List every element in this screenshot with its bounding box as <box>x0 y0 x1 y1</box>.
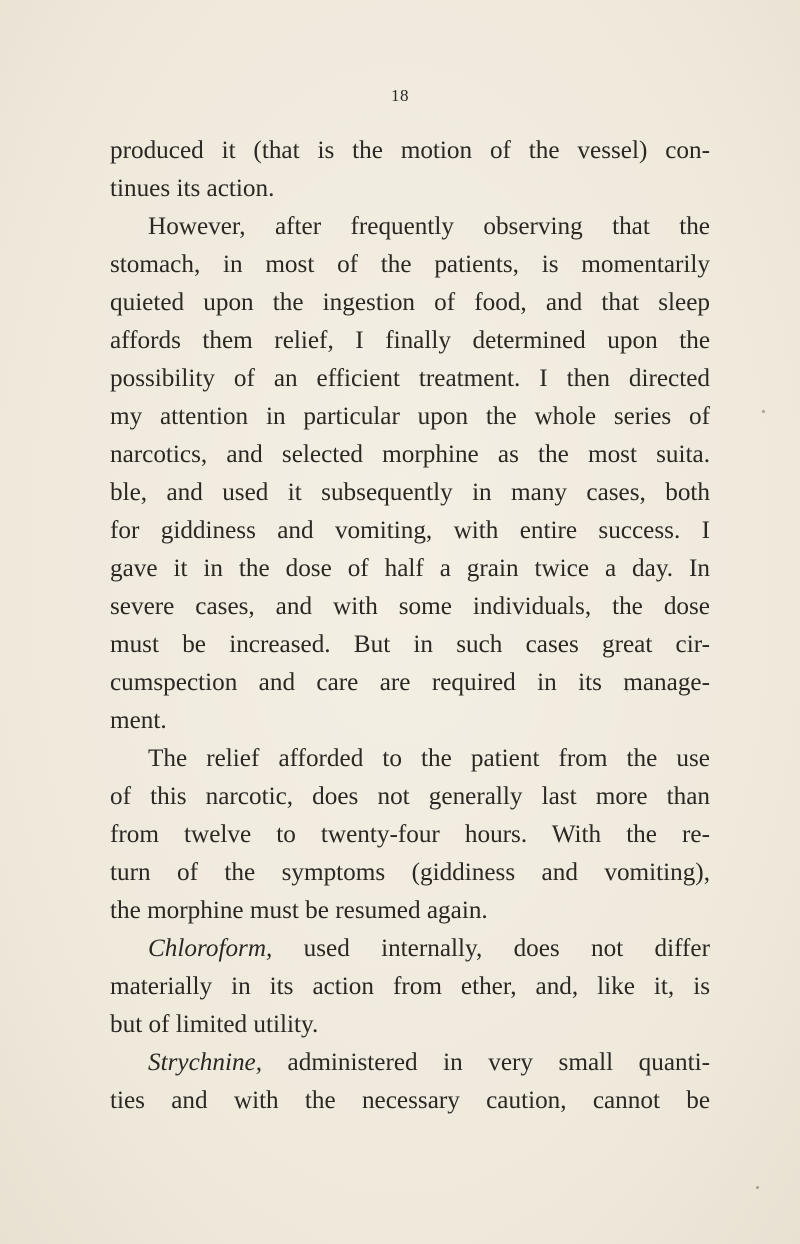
paper-speck <box>762 410 765 413</box>
text-line <box>110 1044 710 1082</box>
text-line: gave it in the dose of half a grain twice a day. In <box>110 555 710 582</box>
text-line: ble, and used it subsequently in many cases, both <box>110 479 710 506</box>
text-line: my attention in particular upon the whole series of <box>110 403 710 430</box>
text-line <box>110 930 710 968</box>
text-line: affords them relief, I finally determined upon the <box>110 327 710 354</box>
text-line: the morphine must be resumed again. <box>110 897 488 924</box>
text-line: stomach, in most of the patients, is momentarily <box>110 251 710 278</box>
text-line: tinues its action. <box>110 175 275 202</box>
italic-term: Chloroform, <box>148 935 273 962</box>
text-line: ment. <box>110 707 167 734</box>
text-line: possibility of an efficient treatment. I then directed <box>110 365 710 392</box>
text-line: turn of the symptoms (giddiness and vomiting), <box>110 859 710 886</box>
text-line: The relief afforded to the patient from the use <box>148 745 710 772</box>
text-line: must be increased. But in such cases great cir- <box>110 631 710 658</box>
paper-speck <box>626 690 628 692</box>
text-line: materially in its action from ether, and, like it, is <box>110 973 710 1000</box>
body-text <box>110 132 710 1120</box>
text-line: for giddiness and vomiting, with entire success. I <box>110 517 710 544</box>
page-number: 18 <box>391 86 409 105</box>
text-line: quieted upon the ingestion of food, and that sleep <box>110 289 710 316</box>
text-line: of this narcotic, does not generally last more than <box>110 783 710 810</box>
line-text: used internally, does not differ <box>272 935 710 962</box>
text-line: from twelve to twenty-four hours. With the re- <box>110 821 710 848</box>
text-line: ties and with the necessary caution, cannot be <box>110 1087 710 1114</box>
text-line: but of limited utility. <box>110 1011 319 1038</box>
line-text: administered in very small quanti- <box>262 1049 710 1076</box>
text-line: narcotics, and selected morphine as the most suita. <box>110 441 710 468</box>
text-line: produced it (that is the motion of the vessel) con- <box>110 137 710 164</box>
paper-speck <box>756 1186 759 1189</box>
italic-term: Strychnine, <box>148 1049 263 1076</box>
text-line: severe cases, and with some individuals, the dose <box>110 593 710 620</box>
text-line: cumspection and care are required in its manage- <box>110 669 710 696</box>
text-line: However, after frequently observing that the <box>148 213 710 240</box>
